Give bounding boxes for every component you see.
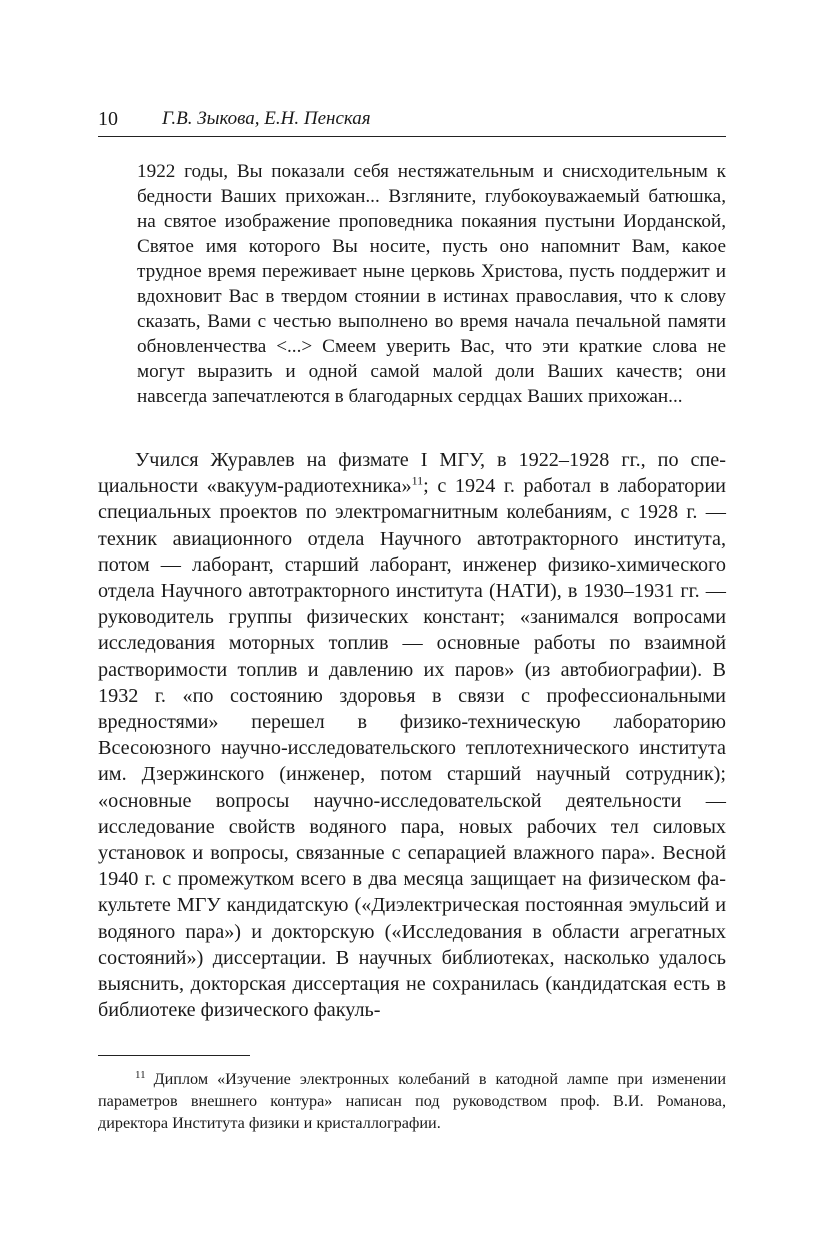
footnote-number: 11 [135,1068,146,1081]
body-text-part1: Учился Журавлев на физмате I МГУ, в 1922–1928 гг., по специальности «вакуум-радиотехника» [98,449,726,498]
footnote [98,1068,726,1134]
page-number: 10 [98,108,118,130]
quote-block [137,159,726,409]
quote-text: 1922 годы, Вы показали себя нестяжательным и снисходительным к бедности Ваших прихожан... Взгляните, глубокоуважаемый батюшка, на святое изображение проповедника покаяния пустыни Иорданской, Святое имя которого Вы носите, пусть оно напомнит Вам, какое трудное время переживает ныне церковь Христова, пусть поддержит и вдохновит Вас в твердом стоянии в истинах православия, что к слову сказать, Вами с честью выполнено во время начала печальной памяти обновленчества <...> Смеем уверить Вас, что эти краткие слова не могут выразить и одной самой малой доли Ваших качеств; они навсегда запечатлеются в благодарных сердцах Ваших прихожан... [137,161,726,407]
page-header [98,104,726,134]
footnote-text: Диплом «Изучение электронных колебаний в катодной лампе при изменении параметров внешнего контура» написан под руководством проф. В.И. Романова, директора Института физики и кристаллографии. [98,1070,726,1132]
footnote-reference[interactable]: 11 [411,473,424,488]
header-rule [98,136,726,137]
body-text-part2: ; с 1924 г. работал в лаборатории специальных проектов по электромагнитным колебаниям, с 1928 г. — техник авиационного отдела Научного автотракторного института, потом — лаборант, старший лаборант, инженер физико-химического отдела Научного автотракторного института (НАТИ), в 1930–1931 гг. — руководитель группы физических констант; «занимался вопросами исследования моторных топлив — основные работы по взаимной растворимости топлив и давлению их паров» (из автобиографии). В 1932 г. «по состоянию здоровья в связи с профессиональными вредностями» перешел в физико-техническую лабораторию Всесоюзного научно-исследовательского теплотехнического института им. Дзержинского (инженер, потом старший научный сотрудник); «основные вопросы научно-исследовательской деятельности — исследование свойств водяного пара, новых рабочих тел силовых установок и вопросы, связанные с сепарацией влажного пара». Весной 1940 г. с промежутком всего в два месяца защищает на физическом факультете МГУ кандидатскую («Диэлектрическая постоянная эмульсий и водяного пара») и докторскую («Исследования в области агрегатных состояний») диссертации. В научных библиотеках, насколько удалось выяснить, докторская диссертация не сохранилась (кандидатская есть в библиотеке физического факуль- [98,475,726,1022]
running-head: Г.В. Зыкова, Е.Н. Пенская [162,108,371,129]
footnote-rule [98,1055,250,1056]
body-paragraph [98,447,726,1023]
